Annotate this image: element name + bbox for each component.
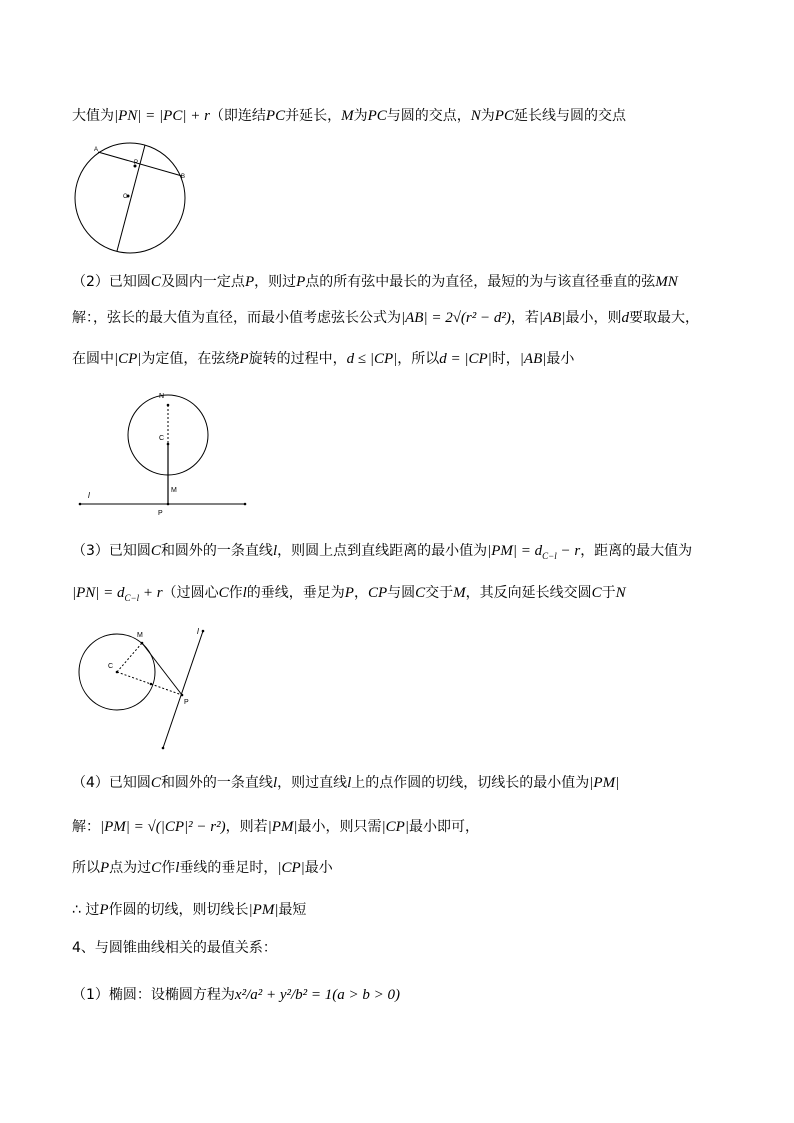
text-segment: 上的点作圆的切线，切线长的最小值为 bbox=[351, 775, 590, 791]
text-segment: ，若 bbox=[510, 310, 539, 326]
text-segment: 为 bbox=[480, 108, 495, 124]
text-segment: （3）已知圆 bbox=[72, 543, 151, 559]
formula: |CP| bbox=[277, 860, 305, 876]
text-line-1 bbox=[72, 106, 626, 126]
formula: d ≤ |CP| bbox=[346, 351, 398, 367]
line-endpoint bbox=[202, 630, 205, 633]
text-line-10 bbox=[72, 900, 306, 920]
label-p: P bbox=[134, 160, 139, 166]
point-p bbox=[181, 694, 184, 697]
text-segment: 与圆 bbox=[387, 585, 416, 601]
text-segment: 所以 bbox=[72, 860, 100, 876]
formula: |PN| = |PC| + r bbox=[114, 108, 210, 124]
line-endpoint bbox=[162, 747, 165, 750]
text-segment: 最小 bbox=[304, 860, 333, 876]
label-m: M bbox=[171, 487, 177, 494]
formula: |CP| bbox=[114, 351, 142, 367]
text-line-6 bbox=[72, 583, 626, 608]
formula: PC bbox=[265, 108, 286, 124]
formula: |AB| bbox=[538, 310, 566, 326]
text-segment: ，所以 bbox=[397, 351, 440, 367]
label-b: B bbox=[181, 174, 186, 180]
text-line-8 bbox=[72, 817, 479, 837]
text-line-3 bbox=[72, 308, 699, 328]
formula: |AB| = 2√(r² − d²) bbox=[401, 310, 511, 326]
radius-cm bbox=[117, 643, 142, 672]
figure-circle-tangent bbox=[72, 622, 222, 754]
text-segment: 最小，则 bbox=[565, 310, 622, 326]
formula: P bbox=[296, 274, 306, 290]
formula: d = |CP| bbox=[439, 351, 492, 367]
text-segment: （4）已知圆 bbox=[72, 775, 151, 791]
text-segment: 最小即可， bbox=[408, 819, 479, 835]
formula: P bbox=[344, 585, 354, 601]
text-line-12 bbox=[72, 985, 400, 1005]
text-segment: （即连结 bbox=[209, 108, 266, 124]
text-segment: ，则圆上点到直线距离的最小值为 bbox=[277, 543, 488, 559]
text-segment: 解：，弦长的最大值为直径，而最小值考虑弦长公式为 bbox=[72, 310, 401, 326]
text-segment: （2）已知圆 bbox=[72, 274, 151, 290]
formula: MN bbox=[655, 274, 678, 290]
label-m: M bbox=[137, 632, 143, 639]
text-segment: 及圆内一定点 bbox=[160, 274, 245, 290]
label-c: C bbox=[108, 663, 114, 670]
text-segment: ，距离的最大值为 bbox=[580, 543, 693, 559]
formula: P bbox=[100, 860, 110, 876]
text-segment: 的垂线，垂足为 bbox=[246, 585, 345, 601]
text-segment: 在圆中 bbox=[72, 351, 114, 367]
text-segment: ，则过 bbox=[254, 274, 297, 290]
text-segment: 交于 bbox=[425, 585, 454, 601]
text-line-11 bbox=[72, 938, 277, 958]
point-c bbox=[116, 671, 119, 674]
circle bbox=[75, 143, 185, 253]
section-heading: 4、与圆锥曲线相关的最值关系： bbox=[72, 940, 277, 956]
text-segment: 于 bbox=[601, 585, 616, 601]
formula: M bbox=[453, 585, 466, 601]
text-line-9 bbox=[72, 858, 333, 878]
figure-circle-line-perpendicular bbox=[70, 385, 255, 520]
text-line-5 bbox=[72, 541, 692, 566]
formula: d bbox=[621, 310, 629, 326]
tangent-segment-pm bbox=[142, 643, 182, 695]
text-segment: ， bbox=[353, 585, 368, 601]
text-segment: （1）椭圆：设椭圆方程为 bbox=[72, 987, 235, 1003]
formula: C bbox=[415, 585, 426, 601]
label-p: P bbox=[158, 510, 163, 517]
formula: P bbox=[239, 351, 249, 367]
formula: l bbox=[175, 860, 180, 876]
formula: P bbox=[99, 902, 109, 918]
formula: l bbox=[272, 775, 278, 791]
formula: |PM| bbox=[267, 819, 298, 835]
label-c: C bbox=[159, 435, 165, 442]
formula: − r bbox=[556, 543, 581, 559]
formula: |PM| bbox=[589, 775, 620, 791]
formula: |PM| bbox=[248, 902, 279, 918]
text-segment: 最短 bbox=[278, 902, 307, 918]
diameter-line bbox=[117, 145, 145, 251]
text-segment: ∴ 过 bbox=[72, 902, 100, 918]
text-segment: ，其反向延长线交圆 bbox=[465, 585, 592, 601]
formula: |PM| = d bbox=[487, 543, 543, 559]
text-segment: 并延长， bbox=[285, 108, 342, 124]
formula: x²/a² + y²/b² = 1(a > b > 0) bbox=[234, 987, 401, 1003]
text-segment: 为 bbox=[353, 108, 368, 124]
formula: l bbox=[347, 775, 352, 791]
point-c bbox=[167, 443, 170, 446]
line-endpoint bbox=[244, 503, 247, 506]
formula: N bbox=[470, 108, 481, 124]
formula-subscript: C−l bbox=[124, 592, 140, 603]
formula: |PM| = √(|CP|² − r²) bbox=[100, 819, 226, 835]
text-segment: 作圆的切线，则切线长 bbox=[108, 902, 249, 918]
text-segment: ，则若 bbox=[225, 819, 268, 835]
label-l: l bbox=[197, 627, 199, 636]
point-m bbox=[141, 642, 144, 645]
label-a: A bbox=[94, 147, 99, 153]
text-segment: ，则过直线 bbox=[277, 775, 348, 791]
text-segment: 最小 bbox=[546, 351, 575, 367]
formula: C bbox=[151, 860, 162, 876]
text-segment: 和圆外的一条直线 bbox=[160, 775, 273, 791]
formula: C bbox=[218, 585, 229, 601]
label-l: l bbox=[88, 491, 90, 500]
formula-subscript: C−l bbox=[542, 550, 557, 561]
line-endpoint bbox=[79, 503, 82, 506]
formula: l bbox=[272, 543, 278, 559]
point-p bbox=[167, 503, 170, 506]
text-segment: 点的所有弦中最长的为直径，最短的为与该直径垂直的弦 bbox=[305, 274, 656, 290]
formula: C bbox=[591, 585, 602, 601]
formula: N bbox=[615, 585, 626, 601]
text-segment: 点为过 bbox=[109, 860, 152, 876]
text-segment: 和圆外的一条直线 bbox=[160, 543, 273, 559]
text-segment: （过圆心 bbox=[162, 585, 219, 601]
figure-circle-chord bbox=[70, 140, 200, 260]
formula: |PN| = d bbox=[72, 585, 125, 601]
text-segment: 时， bbox=[491, 351, 520, 367]
text-segment: 要取最大， bbox=[628, 310, 699, 326]
text-line-4 bbox=[72, 349, 574, 369]
formula: |AB| bbox=[519, 351, 547, 367]
line-l bbox=[163, 631, 203, 748]
point-intersection bbox=[150, 683, 153, 686]
formula: PC bbox=[494, 108, 514, 124]
formula: CP bbox=[367, 585, 388, 601]
label-p: P bbox=[184, 699, 189, 706]
text-segment: 旋转的过程中， bbox=[248, 351, 347, 367]
text-segment: 与圆的交点， bbox=[386, 108, 471, 124]
text-segment: 作 bbox=[161, 860, 176, 876]
formula: |CP| bbox=[381, 819, 409, 835]
text-segment: 延长线与圆的交点 bbox=[513, 108, 626, 124]
formula: C bbox=[150, 274, 161, 290]
text-segment: 为定值，在弦绕 bbox=[141, 351, 240, 367]
label-n: N bbox=[159, 393, 165, 400]
formula: l bbox=[242, 585, 247, 601]
text-segment: 最小，则只需 bbox=[297, 819, 382, 835]
point-n bbox=[167, 404, 170, 407]
text-segment: 垂线的垂足时， bbox=[179, 860, 278, 876]
formula: PC bbox=[367, 108, 387, 124]
text-segment: 作 bbox=[228, 585, 243, 601]
formula: M bbox=[341, 108, 354, 124]
formula: P bbox=[244, 274, 255, 290]
formula: + r bbox=[139, 585, 163, 601]
formula: C bbox=[150, 775, 161, 791]
text-line-7 bbox=[72, 773, 619, 793]
label-c: C bbox=[123, 194, 128, 200]
formula: C bbox=[150, 543, 161, 559]
text-segment: 解： bbox=[72, 819, 100, 835]
text-segment: 大值为 bbox=[72, 108, 114, 124]
text-line-2 bbox=[72, 272, 678, 292]
